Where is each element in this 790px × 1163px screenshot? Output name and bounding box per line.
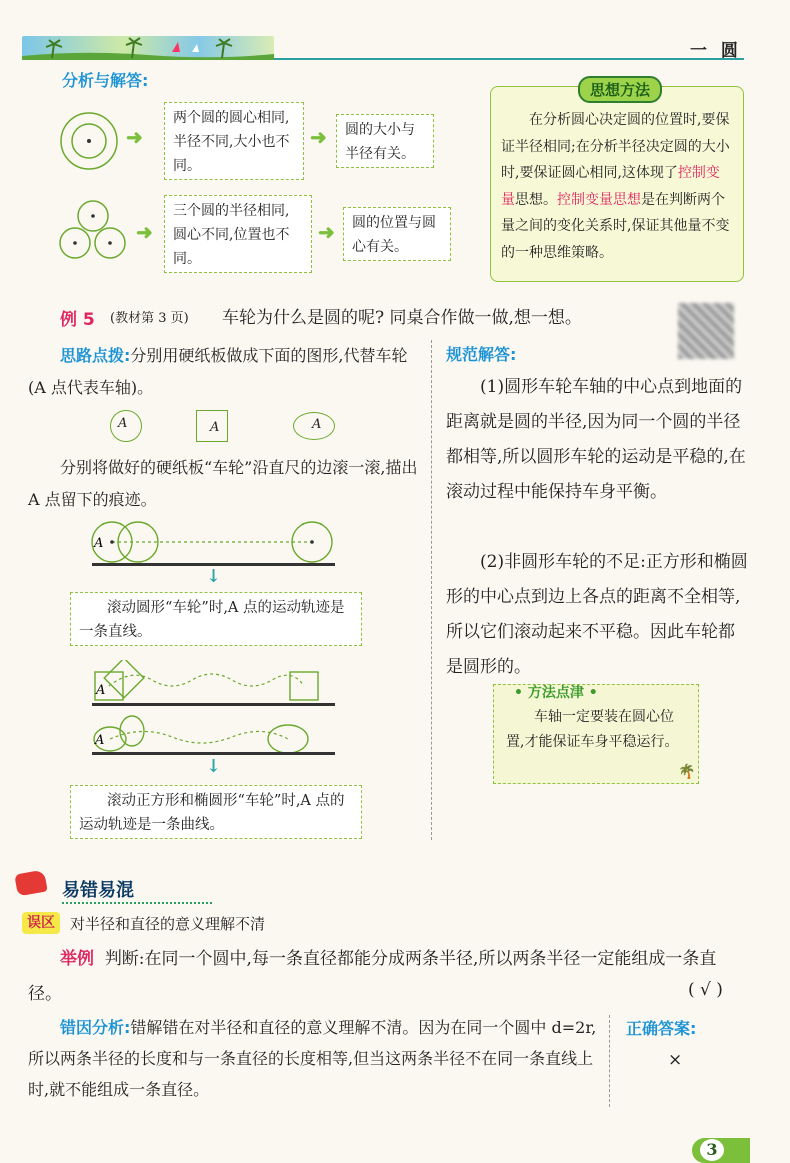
example-tag: 举例 <box>60 949 94 969</box>
example-label: 例 5 <box>60 310 95 330</box>
answer-label: 规范解答: <box>446 345 517 364</box>
point-a-label: A <box>210 420 220 435</box>
square-rolling-figure <box>92 660 332 705</box>
ruler-edge <box>92 703 335 706</box>
column-divider <box>431 340 432 840</box>
thinking-text-b: 思想。 <box>515 191 557 208</box>
answer-paragraph-2: (2)非圆形车轮的不足:正方形和椭圆形的中心点到边上各点的距离不全相等,所以它们滚动起来不平稳。因此车轮都是圆形的。 <box>446 552 748 677</box>
column-divider <box>609 1015 610 1107</box>
header-banner <box>22 36 274 60</box>
example-source: (教材第 3 页) <box>110 311 189 326</box>
section-underline <box>62 902 212 904</box>
palm-tree-icon: 🌴 <box>678 764 696 780</box>
arrow-right-icon: ➜ <box>318 220 335 244</box>
arrow-right-icon: ➜ <box>126 125 143 149</box>
zone-badge: 误区 <box>22 912 60 934</box>
header-line <box>274 58 744 60</box>
roll-text: 分别将做好的硬纸板“车轮”沿直尺的边滚一滚,描出 A 点留下的痕迹。 <box>28 458 418 509</box>
analysis-heading: 分析与解答: <box>62 71 149 90</box>
method-tip-text: 车轴一定要装在圆心位置,才能保证车身平稳运行。 <box>506 709 679 750</box>
point-a-label: A <box>312 417 322 432</box>
analysis-result-2: 圆的位置与圆心有关。 <box>343 207 451 261</box>
arrow-right-icon: ➜ <box>136 220 153 244</box>
ellipse-wheel-shape <box>293 412 335 440</box>
analysis-box-1: 两个圆的圆心相同,半径不同,大小也不同。 <box>164 102 304 180</box>
point-a-label: A <box>95 733 105 748</box>
method-tip-title: • 方法点津 • <box>514 685 598 701</box>
hint-label: 思路点拨: <box>60 346 131 365</box>
wrong-answer: ( √ ) <box>688 980 723 1000</box>
analysis-result-1: 圆的大小与半径有关。 <box>336 114 434 168</box>
thinking-method-box <box>490 86 744 282</box>
highlight-control-variable: 控制变量 <box>501 165 720 208</box>
answer-paragraph-1: (1)圆形车轮车轴的中心点到地面的距离就是圆的半径,因为同一个圆的半径都相等,所以圆形车轮的运动是平稳的,在滚动过程中能保持车身平衡。 <box>446 377 746 502</box>
point-a-label: A <box>118 416 128 431</box>
result-box-curve: 滚动正方形和椭圆形“车轮”时,A 点的运动轨迹是一条曲线。 <box>70 785 362 839</box>
arrow-down-icon: ↓ <box>206 566 222 587</box>
example-statement: 判断:在同一个圆中,每一条直径都能分成两条半径,所以两条半径一定能组成一条直径。 <box>28 949 717 1004</box>
page-number: 3 <box>700 1139 724 1161</box>
thinking-method-badge: 思想方法 <box>578 76 662 103</box>
palm-tree-icon <box>22 36 274 60</box>
result-box-circle: 滚动圆形“车轮”时,A 点的运动轨迹是一条直线。 <box>70 592 362 646</box>
reason-text: 错解错在对半径和直径的意义理解不清。因为在同一个圆中 d=2r,所以两条半径的长度和与一条直径的长度相等,但当这两条半径不在同一条直线上时,就不能组成一条直径。 <box>28 1018 597 1099</box>
correct-answer-value: × <box>668 1050 683 1070</box>
hint-text: 分别用硬纸板做成下面的图形,代替车轮(A 点代表车轴)。 <box>28 346 408 397</box>
thinking-text-a: 在分析圆心决定圆的位置时,要保证半径相同;在分析半径决定圆的大小时,要保证圆心相同,这体现了 <box>501 112 730 181</box>
page-title: 一 圆 <box>690 41 742 61</box>
correct-answer-label: 正确答案: <box>626 1019 697 1038</box>
thinking-text-c: 是在判断两个量之间的变化关系时,保证其他量不变的一种思维策略。 <box>501 191 730 261</box>
ruler-edge <box>92 752 335 755</box>
three-circles-figure <box>55 198 130 263</box>
concentric-circles-figure <box>58 110 120 172</box>
analysis-box-2: 三个圆的半径相同,圆心不同,位置也不同。 <box>164 195 312 273</box>
example-question: 车轮为什么是圆的呢? 同桌合作做一做,想一想。 <box>222 308 582 328</box>
point-a-label: A <box>94 536 104 551</box>
zone-title: 对半径和直径的意义理解不清 <box>70 915 266 933</box>
highlight-control-variable-thought: 控制变量思想 <box>557 191 641 208</box>
hint-paragraph <box>28 340 418 404</box>
mistakes-section-title: 易错易混 <box>62 880 134 901</box>
square-wheel-shape <box>196 410 228 442</box>
ellipse-rolling-figure <box>92 715 332 755</box>
arrow-down-icon: ↓ <box>206 756 222 777</box>
qr-code-image <box>678 303 734 359</box>
mascot-icon <box>14 870 47 897</box>
reason-label: 错因分析: <box>60 1018 131 1037</box>
circle-wheel-shape <box>110 410 142 442</box>
reason-paragraph <box>28 1012 608 1105</box>
arrow-right-icon: ➜ <box>310 125 327 149</box>
point-a-label: A <box>96 683 106 698</box>
example-paragraph <box>28 942 748 1012</box>
